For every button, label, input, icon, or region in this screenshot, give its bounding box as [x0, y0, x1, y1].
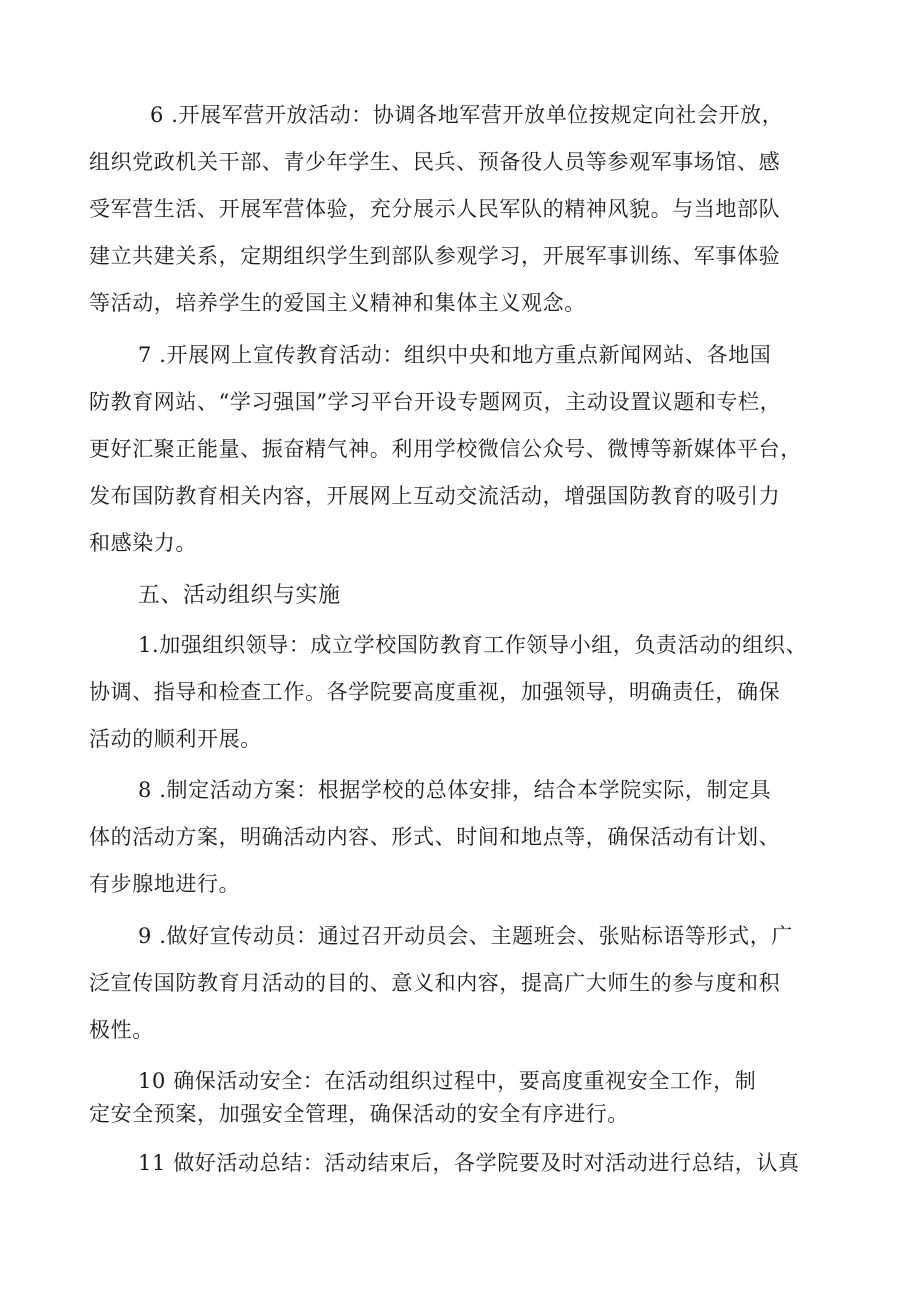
paragraph-line: 9 .做好宣传动员：通过召开动员会、主题班会、张贴标语等形式，广 — [138, 924, 793, 948]
paragraph-line: 8 .制定活动方案：根据学校的总体安排，结合本学院实际，制定具 — [138, 778, 772, 802]
paragraph-line: 协调、指导和检查工作。各学院要高度重视，加强领导，明确责任，确保 — [89, 680, 781, 704]
paragraph-line: 发布国防教育相关内容，开展网上互动交流活动，增强国防教育的吸引力 — [89, 484, 781, 508]
paragraph-line: 建立共建关系，定期组织学生到部队参观学习，开展军事训练、军事体验 — [89, 244, 781, 268]
paragraph-line: 7 .开展网上宣传教育活动：组织中央和地方重点新闻网站、各地国 — [138, 343, 772, 367]
paragraph-line: 6 .开展军营开放活动：协调各地军营开放单位按规定向社会开放， — [150, 103, 784, 127]
paragraph-line: 有步腺地进行。 — [89, 872, 241, 896]
paragraph-line: 1.加强组织领导：成立学校国防教育工作领导小组，负责活动的组织、 — [138, 633, 808, 657]
paragraph-line: 10 确保活动安全：在活动组织过程中，要高度重视安全工作，制 — [138, 1069, 757, 1093]
paragraph-line: 11 做好活动总结：活动结束后，各学院要及时对活动进行总结，认真 — [138, 1151, 800, 1175]
paragraph-line: 等活动，培养学生的爱国主义精神和集体主义观念。 — [89, 291, 586, 315]
paragraph-line: 受军营生活、开展军营体验，充分展示人民军队的精神风貌。与当地部队 — [89, 197, 781, 221]
paragraph-line: 泛宣传国防教育月活动的目的、意义和内容，提高广大师生的参与度和积 — [89, 971, 781, 995]
section-heading: 五、活动组织与实施 — [138, 583, 341, 608]
paragraph-line: 定安全预案，加强安全管理，确保活动的安全有序进行。 — [89, 1102, 629, 1126]
paragraph-line: 防教育网站、“学习强国”学习平台开设专题网页，主动设置议题和专栏， — [89, 390, 782, 414]
paragraph-line: 和感染力。 — [89, 531, 197, 555]
paragraph-line: 活动的顺利开展。 — [89, 727, 262, 751]
paragraph-line: 极性。 — [89, 1018, 154, 1042]
paragraph-line: 组织党政机关干部、青少年学生、民兵、预备役人员等参观军事场馆、感 — [89, 150, 781, 174]
paragraph-line: 更好汇聚正能量、振奋精气神。利用学校微信公众号、微博等新媒体平台， — [89, 437, 802, 461]
paragraph-line: 体的活动方案，明确活动内容、形式、时间和地点等，确保活动有计划、 — [89, 825, 781, 849]
